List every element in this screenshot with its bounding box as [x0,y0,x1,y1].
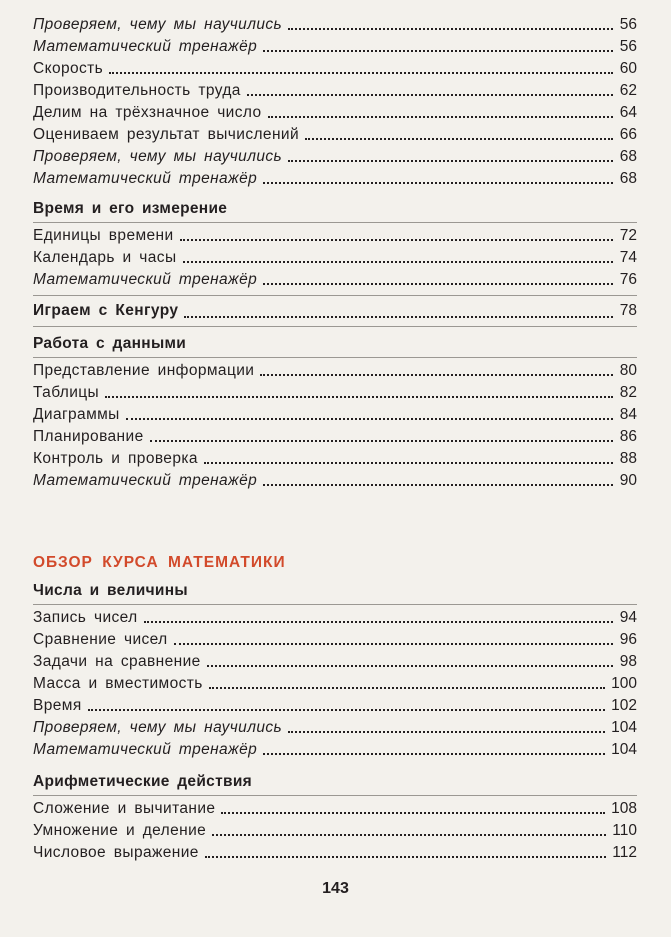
leader-dots [205,856,606,858]
toc-entry-label: Математический тренажёр [33,271,258,288]
toc-block-data [33,360,637,492]
leader-dots [105,396,613,398]
toc-entry-page: 104 [611,719,637,736]
toc-entry[interactable] [33,404,637,426]
toc-entry-label: Задачи на сравнение [33,653,201,670]
toc-entry-label: Скорость [33,60,104,77]
divider [33,222,637,223]
leader-dots [288,731,605,733]
toc-entry-page: 90 [619,472,637,489]
toc-entry-label: Числовое выражение [33,844,199,861]
toc-entry[interactable] [33,739,637,761]
toc-entry-kangaroo[interactable] [33,298,637,324]
toc-entry-page: 74 [619,249,637,266]
leader-dots [268,116,613,118]
toc-entry-label: Делим на трёхзначное число [33,104,262,121]
toc-entry-page: 64 [619,104,637,121]
toc-entry[interactable] [33,820,637,842]
leader-dots [126,418,613,420]
toc-entry-page: 98 [619,653,637,670]
toc-block-1 [33,14,637,190]
toc-entry-page: 56 [619,38,637,55]
page-number: 143 [322,880,349,897]
toc-entry[interactable] [33,269,637,291]
leader-dots [174,643,613,645]
section-heading-numbers[interactable]: Числа и величины [33,582,188,599]
toc-entry-label: Производительность труда [33,82,241,99]
toc-entry[interactable] [33,80,637,102]
section-heading-arithmetic[interactable]: Арифметические действия [33,773,252,790]
toc-entry-label: Играем с Кенгуру [33,302,179,319]
toc-entry-label: Математический тренажёр [33,741,258,758]
leader-dots [221,812,605,814]
toc-entry-label: Представление информации [33,362,255,379]
toc-entry-label: Запись чисел [33,609,138,626]
toc-entry-page: 84 [619,406,637,423]
leader-dots [212,834,606,836]
table-of-contents [33,14,637,864]
toc-entry-label: Таблицы [33,384,100,401]
section-heading-time[interactable]: Время и его измерение [33,200,228,217]
toc-entry-label: Проверяем, чему мы научились [33,719,283,736]
toc-entry-label: Проверяем, чему мы научились [33,148,283,165]
toc-entry[interactable] [33,695,637,717]
toc-entry-label: Проверяем, чему мы научились [33,16,283,33]
leader-dots [150,440,613,442]
toc-block-numbers [33,607,637,761]
toc-entry[interactable] [33,58,637,80]
leader-dots [263,283,613,285]
toc-entry[interactable] [33,382,637,404]
toc-entry-page: 76 [619,271,637,288]
toc-entry-page: 88 [619,450,637,467]
toc-entry-page: 72 [619,227,637,244]
toc-entry[interactable] [33,102,637,124]
toc-entry-label: Оцениваем результат вычислений [33,126,300,143]
toc-entry-label: Умножение и деление [33,822,207,839]
toc-entry-page: 68 [619,148,637,165]
toc-entry[interactable] [33,607,637,629]
toc-entry[interactable] [33,360,637,382]
leader-dots [305,138,613,140]
leader-dots [263,50,613,52]
leader-dots [260,374,613,376]
section-heading-data[interactable]: Работа с данными [33,335,187,352]
toc-block-time [33,225,637,291]
toc-entry-label: Сложение и вычитание [33,800,216,817]
toc-entry-page: 86 [619,428,637,445]
toc-entry-page: 100 [611,675,637,692]
toc-entry[interactable] [33,717,637,739]
toc-entry-page: 66 [619,126,637,143]
toc-entry-label: Математический тренажёр [33,38,258,55]
review-heading[interactable]: ОБЗОР КУРСА МАТЕМАТИКИ [33,554,286,571]
toc-entry-page: 110 [612,822,637,839]
toc-entry-page: 104 [611,741,637,758]
toc-entry-label: Контроль и проверка [33,450,198,467]
toc-entry-label: Планирование [33,428,144,445]
leader-dots [204,462,613,464]
toc-entry-page: 80 [619,362,637,379]
toc-entry[interactable] [33,798,637,820]
toc-entry-label: Диаграммы [33,406,120,423]
divider [33,357,637,358]
leader-dots [247,94,613,96]
toc-entry-page: 60 [619,60,637,77]
toc-entry-page: 68 [619,170,637,187]
leader-dots [263,753,605,755]
leader-dots [109,72,613,74]
toc-entry[interactable] [33,14,637,36]
toc-entry[interactable] [33,168,637,190]
toc-entry-page: 78 [619,302,637,319]
leader-dots [263,182,613,184]
toc-entry[interactable] [33,146,637,168]
toc-entry-label: Единицы времени [33,227,174,244]
toc-entry-page: 62 [619,82,637,99]
leader-dots [207,665,613,667]
toc-entry-label: Математический тренажёр [33,472,258,489]
toc-entry[interactable] [33,651,637,673]
toc-entry[interactable] [33,225,637,247]
toc-entry-page: 102 [611,697,637,714]
toc-entry-page: 112 [612,844,637,861]
toc-entry-page: 108 [611,800,637,817]
divider [33,604,637,605]
toc-entry[interactable] [33,247,637,269]
leader-dots [88,709,605,711]
leader-dots [288,160,613,162]
toc-entry[interactable] [33,842,637,864]
toc-entry-label: Время [33,697,82,714]
divider [33,326,637,327]
leader-dots [288,28,613,30]
toc-entry-label: Масса и вместимость [33,675,203,692]
toc-entry[interactable] [33,629,637,651]
toc-entry[interactable] [33,124,637,146]
toc-entry-label: Календарь и часы [33,249,177,266]
divider [33,795,637,796]
toc-entry[interactable] [33,36,637,58]
divider [33,295,637,296]
leader-dots [144,621,613,623]
toc-entry-page: 56 [619,16,637,33]
toc-entry[interactable] [33,448,637,470]
toc-entry-page: 94 [619,609,637,626]
toc-entry-label: Сравнение чисел [33,631,168,648]
toc-entry-page: 96 [619,631,637,648]
leader-dots [184,316,613,318]
toc-block-arithmetic [33,798,637,864]
toc-entry-page: 82 [619,384,637,401]
leader-dots [209,687,605,689]
toc-entry[interactable] [33,426,637,448]
leader-dots [183,261,614,263]
toc-entry[interactable] [33,470,637,492]
toc-entry[interactable] [33,673,637,695]
toc-entry-label: Математический тренажёр [33,170,258,187]
leader-dots [180,239,613,241]
leader-dots [263,484,613,486]
